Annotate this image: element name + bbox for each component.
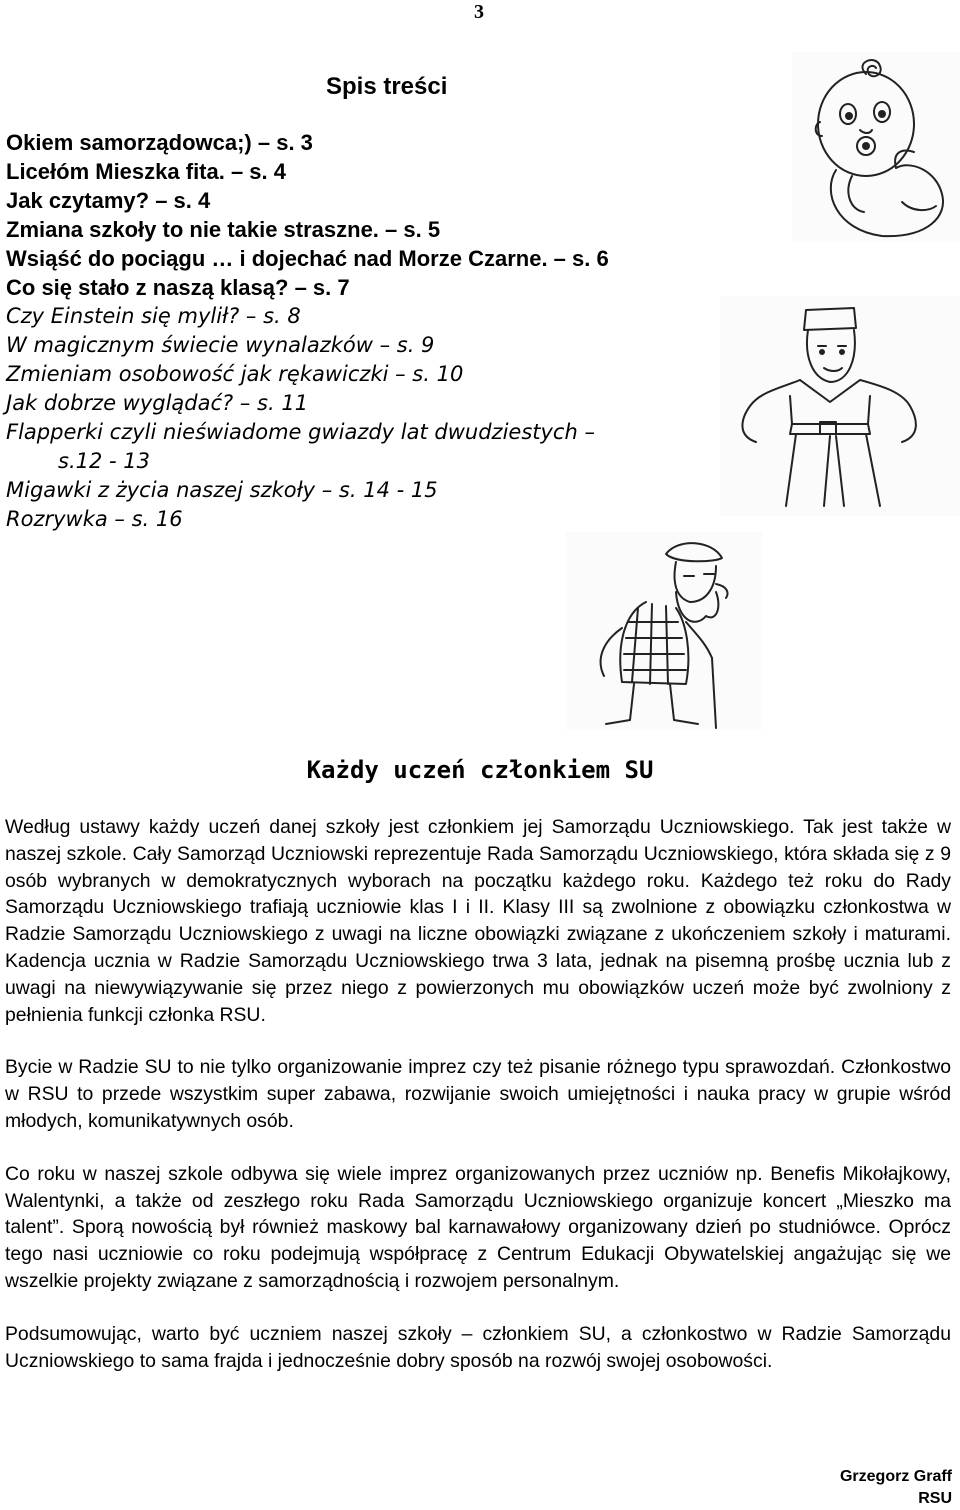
- article-title: Każdy uczeń członkiem SU: [306, 756, 654, 784]
- author-org: RSU: [918, 1490, 952, 1507]
- toc-entry: Rozrywka – s. 16: [6, 507, 183, 531]
- toc-entry: s.12 - 13: [58, 449, 150, 473]
- old-man-illustration: [566, 532, 762, 730]
- toc-entry: Zmieniam osobowość jak rękawiczki – s. 10: [6, 362, 464, 386]
- baby-illustration: [792, 52, 960, 242]
- sailor-illustration: [720, 296, 960, 516]
- signature: [840, 1466, 952, 1510]
- toc-title: Spis treści: [326, 73, 448, 100]
- toc-entry: Wsiąść do pociągu … i dojechać nad Morze Czarne. – s. 6: [6, 246, 609, 271]
- table-of-contents: [6, 128, 746, 534]
- article-body: [5, 814, 951, 1400]
- author-name: Grzegorz Graff: [839, 1468, 952, 1485]
- toc-entry: W magicznym świecie wynalazków – s. 9: [6, 333, 435, 357]
- article-paragraph: Bycie w Radzie SU to nie tylko organizowanie imprez czy też pisanie różnego typu sprawozdań. Członkostwo w RSU to przede wszystkim super zabawa, rozwijanie swoich umiejętności i nauka pracy w grupie wśród młodych, komunikatywnych osób.: [5, 1056, 951, 1132]
- toc-entry: Co się stało z naszą klasą? – s. 7: [6, 275, 350, 300]
- toc-entry: Flapperki czyli nieświadome gwiazdy lat dwudziestych –: [6, 420, 595, 444]
- toc-entry: Licełóm Mieszka fita. – s. 4: [6, 159, 287, 184]
- article-paragraph: Według ustawy każdy uczeń danej szkoły jest członkiem jej Samorządu Uczniowskiego. Tak jest także w naszej szkole. Cały Samorząd Uczniowski reprezentuje Rada Samorządu Uczniowskiego, która składa się z 9 osób wybranych w demokratycznych wyborach na początku każdego roku. Każdego też roku do Rady Samorządu Uczniowskiego trafiają uczniowie klas I i II. Klasy III są zwolnione z obowiązku członkostwa w Radzie Samorządu Uczniowskiego z uwagi na liczne obowiązki związane z ukończeniem szkoły i maturami. Kadencja ucznia w Radzie Samorządu Uczniowskiego trwa 3 lata, jednak na pisemną prośbę ucznia lub z uwagi na niewywiązywanie się przez niego z powierzonych mu obowiązków uczeń może być zwolniony z pełnienia funkcji członka RSU.: [5, 816, 951, 1026]
- toc-entry: Czy Einstein się mylił? – s. 8: [6, 304, 301, 328]
- toc-entry: Zmiana szkoły to nie takie straszne. – s. 5: [6, 217, 441, 242]
- toc-entry: Jak dobrze wyglądać? – s. 11: [6, 391, 309, 415]
- article-paragraph: Co roku w naszej szkole odbywa się wiele imprez organizowanych przez uczniów np. Benefis Mikołajkowy, Walentynki, a także od zeszłego roku Rada Samorządu Uczniowskiego organizuje koncert „Mieszko ma talent”. Sporą nowością był również maskowy bal karnawałowy organizowany dzień po studniówce. Oprócz tego nasi uczniowie co roku podejmują współpracę z Centrum Edukacji Obywatelskiej angażując się we wszelkie projekty związane z samorządnością i rozwojem personalnym.: [5, 1162, 951, 1292]
- toc-entry: Migawki z życia naszej szkoły – s. 14 - 15: [6, 478, 438, 502]
- page-number: 3: [474, 1, 484, 23]
- toc-entry: Jak czytamy? – s. 4: [6, 188, 211, 213]
- toc-entry: Okiem samorządowca;) – s. 3: [6, 130, 313, 155]
- article-paragraph: Podsumowując, warto być uczniem naszej szkoły – członkiem SU, a członkostwo w Radzie Samorządu Uczniowskiego to sama frajda i jednocześnie dobry sposób na rozwój swojej osobowości.: [5, 1322, 951, 1372]
